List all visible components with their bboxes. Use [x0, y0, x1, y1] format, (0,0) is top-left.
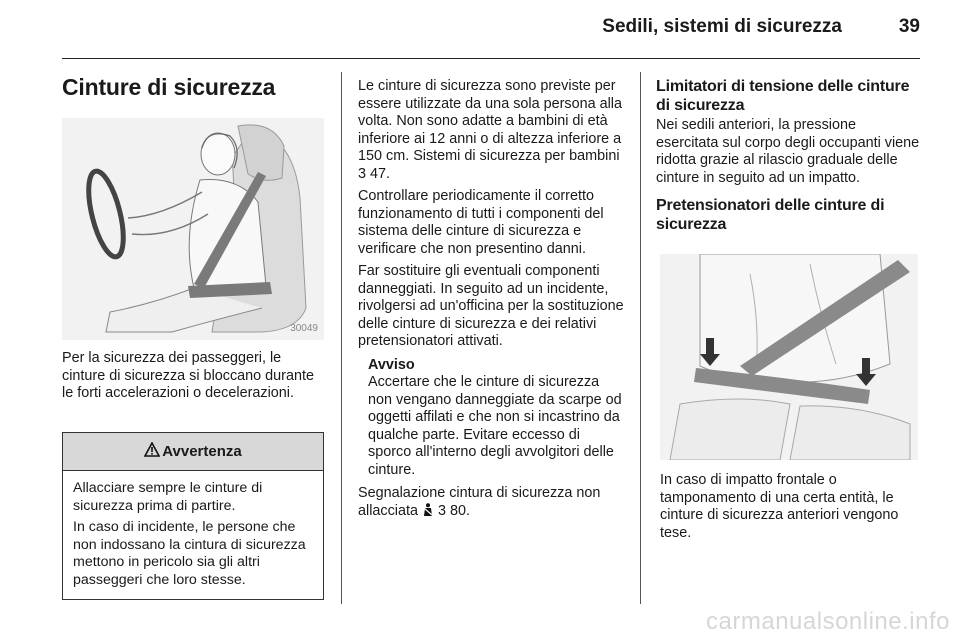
intro-paragraph: Per la sicurezza dei passeggeri, le cinture di sicurezza si bloccano durante le forti accelerazioni o decelerazioni.	[62, 350, 314, 401]
body-paragraph-2: Controllare periodicamente il corretto funzionamento di tutti i componenti del sistema delle cinture di sicurezza e verificare che non presentino danni.	[358, 188, 604, 257]
header-rule	[62, 58, 920, 59]
warning-box	[62, 432, 324, 600]
note-block	[358, 357, 624, 480]
body-paragraph-3: Far sostituire gli eventuali componenti danneggiati. In seguito ad un incidente, rivolgersi ad un'officina per la sostituzione delle cinture di sicurezza e dei relativi pretensionatori attivati.	[358, 263, 624, 349]
heading-belt-pretensioners: Pretensionatori delle cinture di sicurezza	[656, 197, 885, 233]
warning-title: Avvertenza	[162, 443, 242, 460]
page-ref-link[interactable]: 3 47.	[358, 165, 391, 182]
driver-seatbelt-illustration	[62, 118, 324, 340]
warning-paragraph-1: Allacciare sempre le cinture di sicurezza prima di partire.	[73, 480, 263, 514]
column-divider-1	[341, 72, 342, 604]
figure-number: 30049	[290, 323, 318, 334]
heading-belt-force-limiters: Limitatori di tensione delle cinture di sicurezza	[656, 78, 910, 114]
warning-paragraph-2: In caso di incidente, le persone che non indossano la cintura di sicurezza mettono in pericolo sia gli altri passeggeri che loro stesse.	[73, 519, 306, 588]
note-text: Accertare che le cinture di sicurezza non vengano danneggiate da scarpe od oggetti affilati e che non si incastrino da qualche parte. Evitare eccesso di sporco all'interno degli avvolgitori delle cinture.	[368, 374, 622, 478]
warning-triangle-icon	[144, 442, 160, 461]
warning-header	[63, 433, 323, 471]
header-title: Sedili, sistemi di sicurezza	[602, 16, 842, 37]
page-number: 39	[898, 16, 920, 37]
page-ref-link[interactable]: 3 80.	[438, 502, 471, 519]
figure-driver-seatbelt	[62, 118, 324, 340]
body-paragraph-4: Segnalazione cintura di sicurezza non allacciata 3 80.	[358, 485, 601, 519]
figure-belt-pretensioners	[660, 254, 918, 460]
note-label: Avviso	[368, 356, 415, 373]
section-title: Cinture di sicurezza	[62, 74, 276, 100]
force-limiters-paragraph: Nei sedili anteriori, la pressione esercitata sul corpo degli occupanti viene ridotta grazie al rilascio graduale delle cinture in seguito ad un impatto.	[656, 117, 920, 186]
pretensioners-paragraph: In caso di impatto frontale o tamponamento di una certa entità, le cinture di sicurezza anteriori vengono tese.	[660, 472, 899, 541]
watermark: carmanualsonline.info	[706, 608, 950, 635]
body-paragraph-1: Le cinture di sicurezza sono previste per essere utilizzate da una sola persona alla volta. Non sono adatte a bambini di età inferiore ai 12 anni o di altezza inferiore a 150 cm. Sistemi di sicurezza per bambini 3 47.	[358, 78, 622, 182]
pretensioner-illustration	[660, 254, 918, 460]
column-divider-2	[640, 72, 641, 604]
seatbelt-warning-icon	[422, 503, 438, 519]
